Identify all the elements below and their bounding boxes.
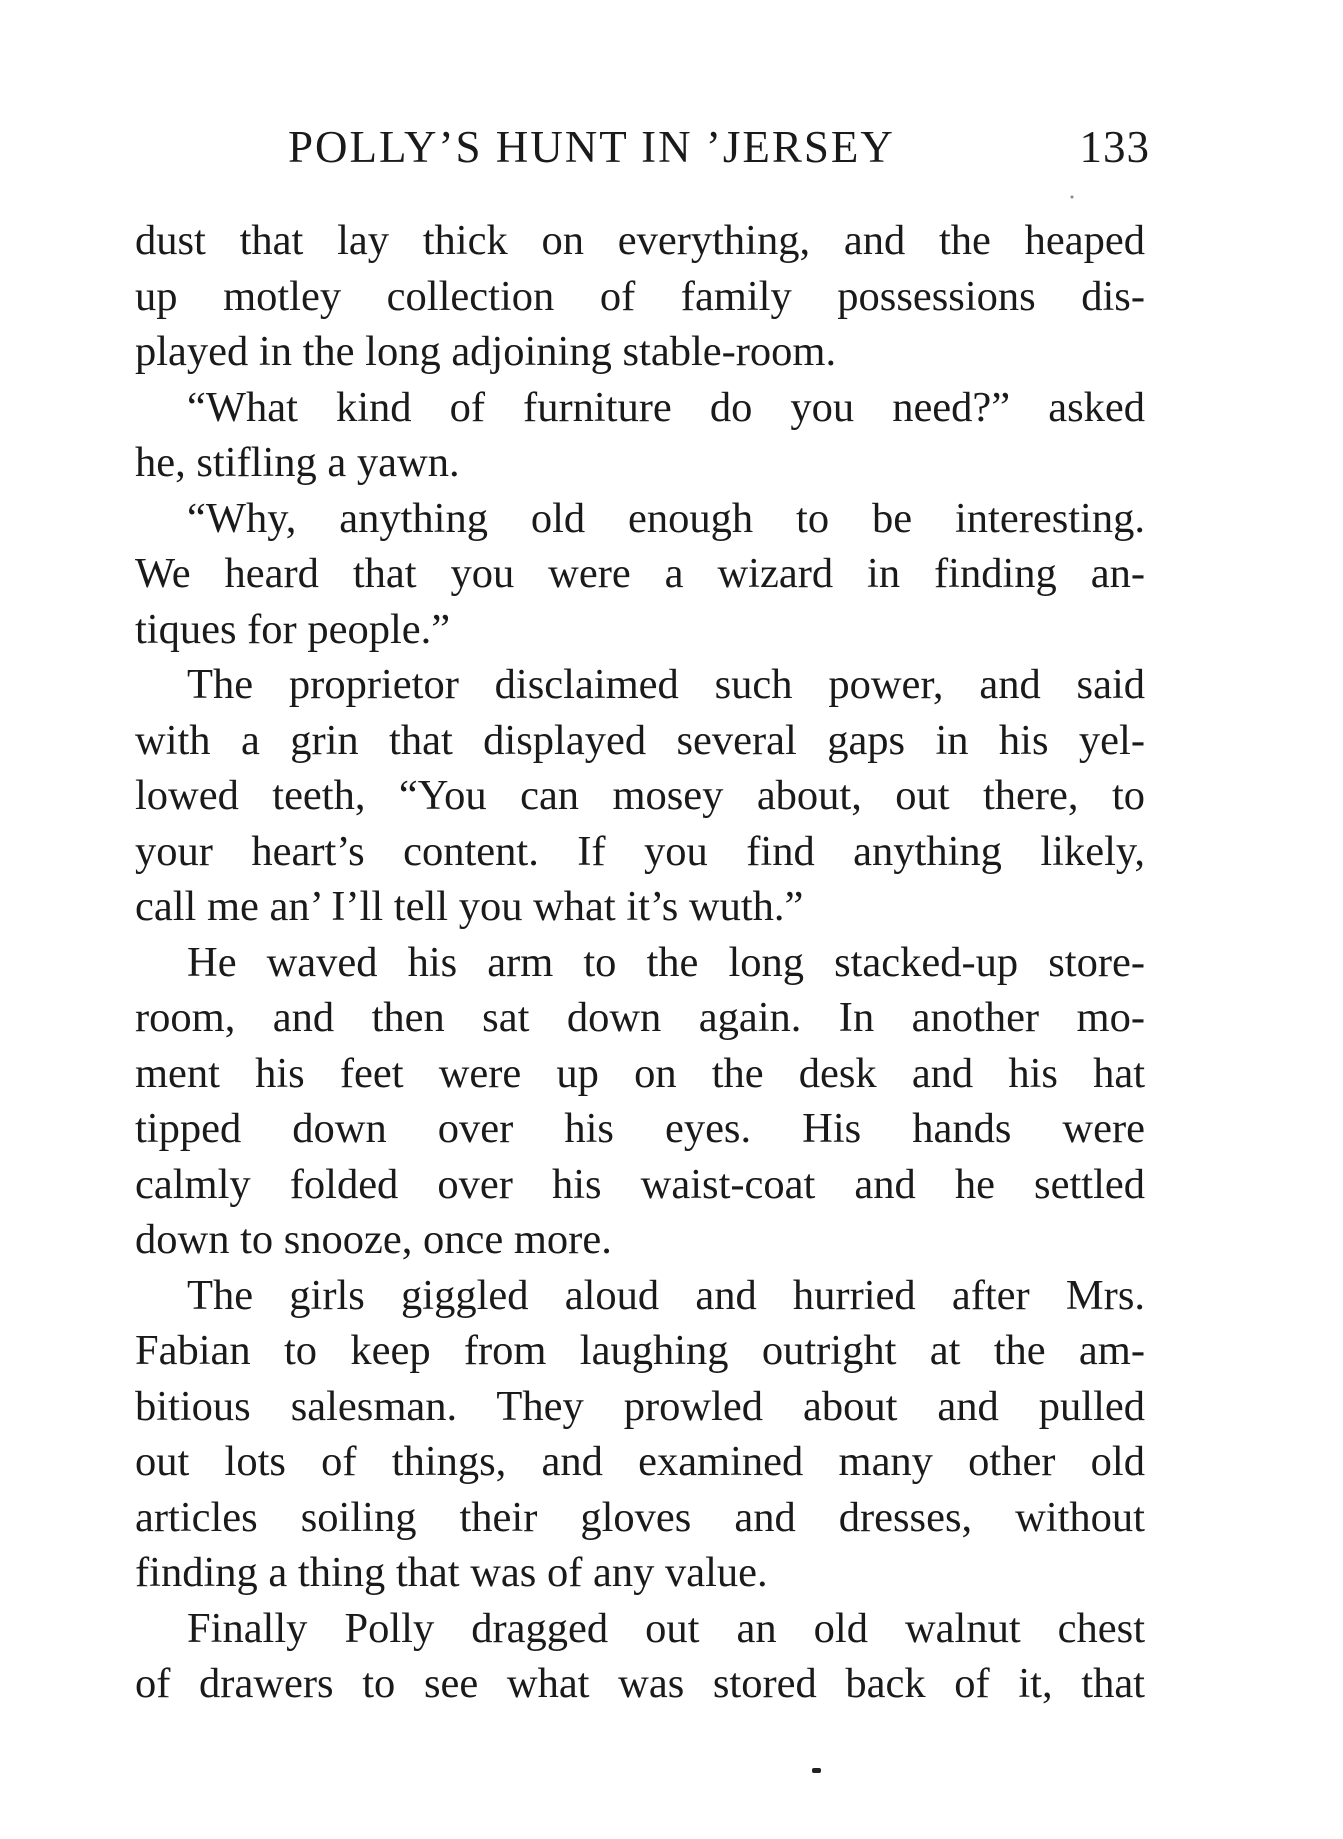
- text-line: out lots of things, and examined many other old: [135, 1438, 1145, 1485]
- text-line: dust that lay thick on everything, and the heaped: [135, 217, 1145, 264]
- text-line: lowed teeth, “You can mosey about, out there, to: [135, 772, 1145, 819]
- running-title: POLLY’S HUNT IN ’JERSEY: [288, 122, 895, 172]
- running-head: [128, 112, 1150, 182]
- text-line: of drawers to see what was stored back of it, that: [135, 1660, 1145, 1707]
- text-line: played in the long adjoining stable-room.: [135, 328, 837, 375]
- text-line: We heard that you were a wizard in finding an-: [135, 550, 1145, 597]
- ink-speck: [1071, 196, 1074, 199]
- text-line: calmly folded over his waist-coat and he settled: [135, 1160, 1145, 1208]
- text-line: your heart’s content. If you find anything likely,: [135, 827, 1145, 875]
- text-line: ment his feet were up on the desk and his hat: [135, 1049, 1145, 1097]
- text-line: with a grin that displayed several gaps in his yel-: [135, 716, 1145, 764]
- text-line: he, stifling a yawn.: [135, 439, 460, 486]
- text-line: call me an’ I’ll tell you what it’s wuth.”: [135, 883, 804, 930]
- text-line: He waved his arm to the long stacked-up store-: [187, 938, 1145, 986]
- text-line: The proprietor disclaimed such power, and said: [187, 661, 1145, 708]
- text-line: finding a thing that was of any value.: [135, 1549, 768, 1596]
- text-line: tipped down over his eyes. His hands were: [135, 1105, 1145, 1152]
- text-line: down to snooze, once more.: [135, 1216, 612, 1263]
- text-line: The girls giggled aloud and hurried after Mrs.: [187, 1271, 1145, 1319]
- text-line: Finally Polly dragged out an old walnut chest: [187, 1604, 1145, 1652]
- text-line: “Why, anything old enough to be interesting.: [187, 494, 1145, 542]
- body-text: [135, 213, 1145, 1712]
- ink-speck: [812, 1768, 821, 1773]
- text-line: tiques for people.”: [135, 605, 451, 653]
- text-line: articles soiling their gloves and dresses, without: [135, 1493, 1145, 1541]
- page-number: 133: [1079, 122, 1150, 172]
- text-line: room, and then sat down again. In another mo-: [135, 994, 1145, 1041]
- text-line: up motley collection of family possessions dis-: [135, 272, 1145, 320]
- text-line: “What kind of furniture do you need?” asked: [187, 383, 1145, 431]
- text-line: Fabian to keep from laughing outright at the am-: [135, 1327, 1145, 1374]
- text-line: bitious salesman. They prowled about and pulled: [135, 1382, 1145, 1430]
